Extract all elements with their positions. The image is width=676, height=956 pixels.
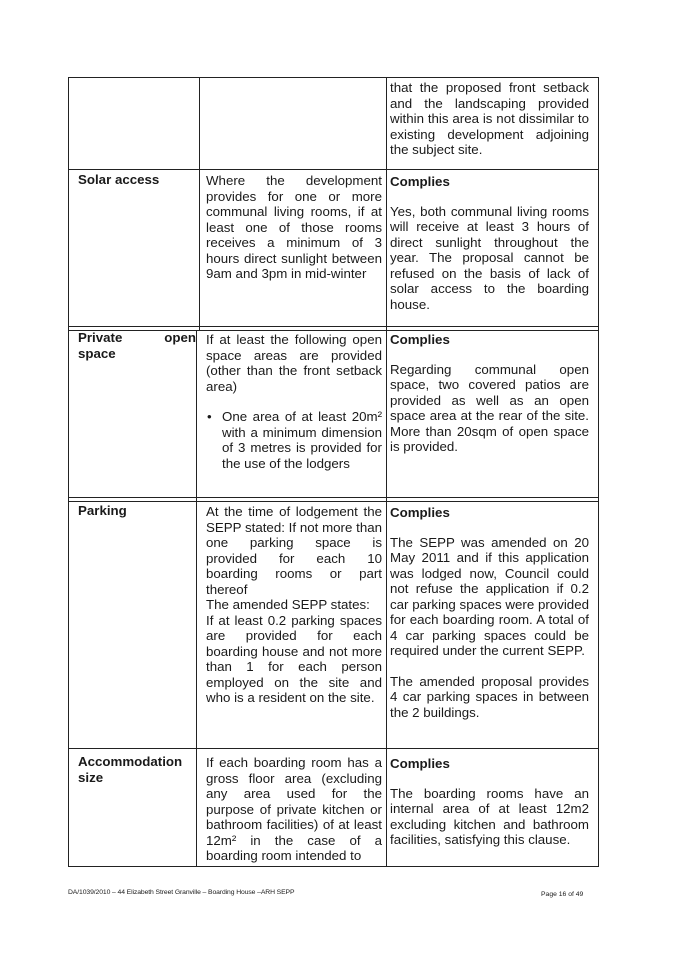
- footer-page-number: Page 16 of 49: [541, 891, 584, 898]
- row-label-solar-access: Solar access: [78, 172, 160, 187]
- footer-document-reference: DA/1039/2010 – 44 Elizabeth Street Granville – Boarding House –ARH SEPP: [68, 889, 295, 896]
- row-divider: [68, 497, 599, 498]
- requirement-text: If at least the following open space areas are provided (other than the front setback area): [206, 332, 382, 394]
- requirement-cell: [206, 755, 382, 864]
- row-divider: [68, 326, 599, 327]
- table-row: [390, 80, 589, 158]
- comment-text: The SEPP was amended on 20 May 2011 and if this application was lodged now, Council could not refuse the application if 0.2 car parking spaces were provided for each boarding room. A total of 4 car parking spaces could be required under the current SEPP.: [390, 534, 589, 658]
- table-top-border: [68, 77, 599, 78]
- requirement-bullet: • One area of at least 20m² with a minimum dimension of 3 metres is provided for the use of the lodgers: [222, 409, 382, 471]
- comment-cell: [390, 332, 589, 455]
- requirement-list: [206, 409, 382, 471]
- requirement-text: Where the development provides for one or more communal living rooms, if at least one of those rooms receives a minimum of 3 hours direct sunlight between 9am and 3pm in mid-winter: [206, 173, 382, 281]
- status-complies: Complies: [390, 505, 450, 520]
- comment-cell: [390, 756, 589, 848]
- column-divider-1b: [196, 330, 197, 867]
- comment-cell: [390, 505, 589, 720]
- requirement-cell: [206, 332, 382, 471]
- table-bottom-border: [68, 866, 599, 867]
- status-complies: Complies: [390, 332, 450, 347]
- status-complies: Complies: [390, 174, 450, 189]
- column-divider-1a: [199, 77, 200, 331]
- comment-cell: [390, 174, 589, 312]
- requirement-text: If at least 0.2 parking spaces are provided for each boarding house and not more than 1 for each person employed on the site and who is a resident on the site.: [206, 612, 382, 705]
- comment-text: that the proposed front setback and the landscaping provided within this area is not dissimilar to existing development adjoining the subject site.: [390, 80, 589, 157]
- comment-text: The boarding rooms have an internal area of at least 12m2 excluding kitchen and bathroom facilities, satisfying this clause.: [390, 785, 589, 847]
- row-label-private-open-space: Private open space: [78, 330, 196, 361]
- requirement-text: At the time of lodgement the SEPP stated: If not more than one parking space is provided for each 10 boarding rooms or part thereof: [206, 504, 382, 597]
- row-divider: [68, 169, 599, 170]
- row-divider: [68, 748, 599, 749]
- row-label-parking: Parking: [78, 503, 127, 518]
- comment-text: Yes, both communal living rooms will receive at least 3 hours of direct sunlight throughout the year. The proposal cannot be refused on the basis of lack of solar access to the boarding house.: [390, 203, 589, 312]
- requirement-cell: [206, 504, 382, 706]
- requirement-text: The amended SEPP states:: [206, 597, 370, 612]
- compliance-table: [68, 77, 599, 867]
- requirement-cell: [206, 173, 382, 282]
- requirement-text: If each boarding room has a gross floor area (excluding any area used for the purpose of private kitchen or bathroom facilities) of at least 12m² in the case of a boarding room intended to: [206, 755, 382, 863]
- comment-text: Regarding communal open space, two covered patios are provided as well as an open space area at the rear of the site. More than 20sqm of open space is provided.: [390, 361, 589, 454]
- row-label-accommodation-size: Accommodation size: [78, 754, 183, 785]
- comment-text: The amended proposal provides 4 car parking spaces in between the 2 buildings.: [390, 673, 589, 720]
- status-complies: Complies: [390, 756, 450, 771]
